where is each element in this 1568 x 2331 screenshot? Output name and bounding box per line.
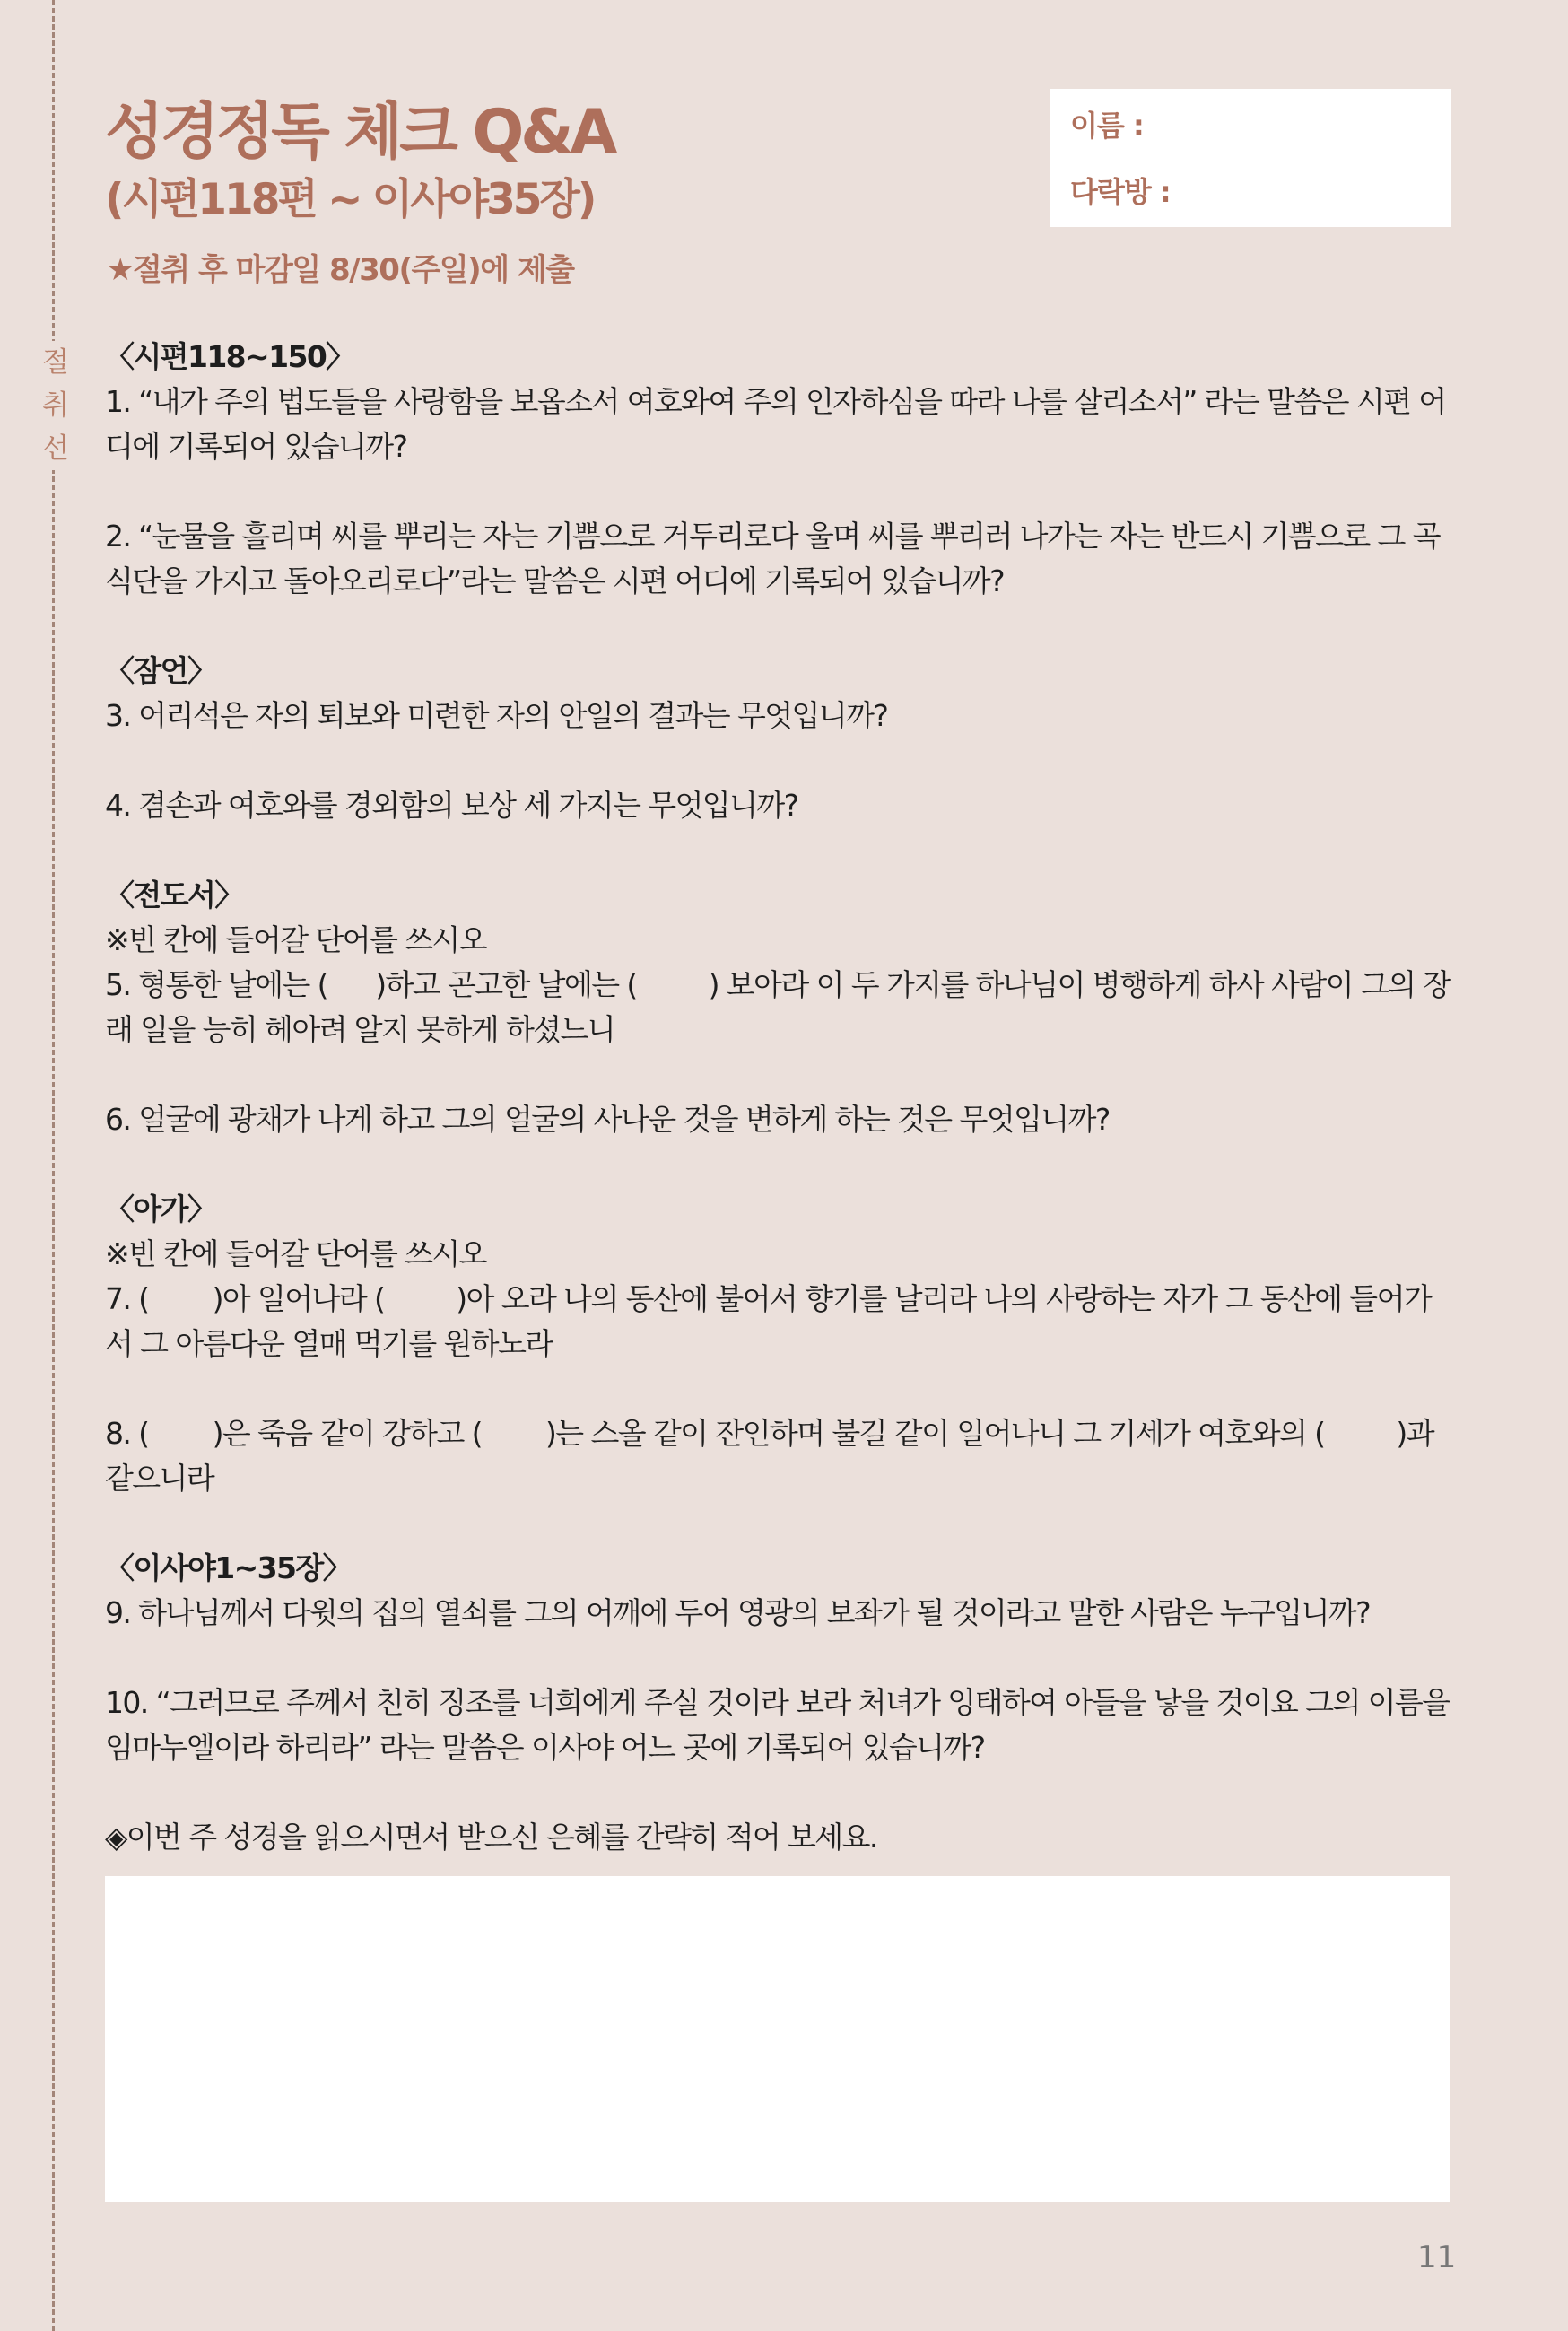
question-4: 4. 겸손과 여호와를 경외함의 보상 세 가지는 무엇입니까? [105,788,798,823]
section-heading: 〈아가〉 [105,1192,216,1227]
question-9: 9. 하나님께서 다윗의 집의 열쇠를 그의 어깨에 두어 영광의 보좌가 될 것이라고 말한 사람은 누구입니까? [105,1595,1371,1630]
question-8: 8. ( )은 죽음 같이 강하고 ( )는 스올 같이 잔인하며 불길 같이 일어나니 그 기세가 여호와의 ( )과 같으니라 [105,1416,1442,1496]
question-5: 5. 형통한 날에는 ( )하고 곤고한 날에는 ( ) 보아라 이 두 가지를 하나님이 병행하게 하사 사람이 그의 장래 일을 능히 헤아려 알지 못하게 하셨느니 [105,967,1450,1047]
section-heading: 〈이사야1~35장〉 [105,1550,352,1585]
question-6: 6. 얼굴에 광채가 나게 하고 그의 얼굴의 사나운 것을 변하게 하는 것은 무엇입니까? [105,1102,1110,1137]
question-1: 1. “내가 주의 법도들을 사랑함을 보옵소서 여호와여 주의 인자하심을 따라 나를 살리소서” 라는 말씀은 시편 어디에 기록되어 있습니까? [105,384,1446,464]
section-instruction: ※빈 칸에 들어갈 단어를 쓰시오 [105,922,486,957]
question-7: 7. ( )아 일어나라 ( )아 오라 나의 동산에 불어서 향기를 날리라 나의 사랑하는 자가 그 동산에 들어가서 그 아름다운 열매 먹기를 원하노라 [105,1281,1432,1361]
page-number: 11 [1417,2239,1457,2275]
section-heading: 〈전도서〉 [105,877,243,912]
reflection-prompt: ◈이번 주 성경을 읽으시면서 받으신 은혜를 간략히 적어 보세요. [105,1820,877,1855]
name-label: 이름 : [1070,109,1144,143]
section-instruction: ※빈 칸에 들어갈 단어를 쓰시오 [105,1236,486,1271]
section-heading: 〈시편118~150〉 [105,339,354,374]
name-box[interactable] [1050,89,1451,227]
question-2: 2. “눈물을 흘리며 씨를 뿌리는 자는 기쁨으로 거두리로다 울며 씨를 뿌리러 나가는 자는 반드시 기쁨으로 그 곡식단을 가지고 돌아오리로다”라는 말씀은 시편 어디에 기록되어 있습니까? [105,519,1440,598]
question-10: 10. “그러므로 주께서 친히 징조를 너희에게 주실 것이라 보라 처녀가 잉태하여 아들을 낳을 것이요 그의 이름을 임마누엘이라 하리라” 라는 말씀은 이사야 어느 곳에 기록되어 있습니까? [105,1685,1450,1765]
deadline-notice: ★절취 후 마감일 8/30(주일)에 제출 [107,252,574,288]
cut-line-label: 절 취 선 [36,341,75,470]
questions-area [105,335,1450,1860]
group-label: 다락방 : [1070,175,1171,209]
page-title: 성경정독 체크 Q&A [105,97,614,168]
question-3: 3. 어리석은 자의 퇴보와 미련한 자의 안일의 결과는 무엇입니까? [105,698,888,733]
reflection-answer-box[interactable] [105,1876,1450,2202]
section-heading: 〈잠언〉 [105,653,216,688]
page-subtitle: (시편118편 ~ 이사야35장) [105,175,595,224]
